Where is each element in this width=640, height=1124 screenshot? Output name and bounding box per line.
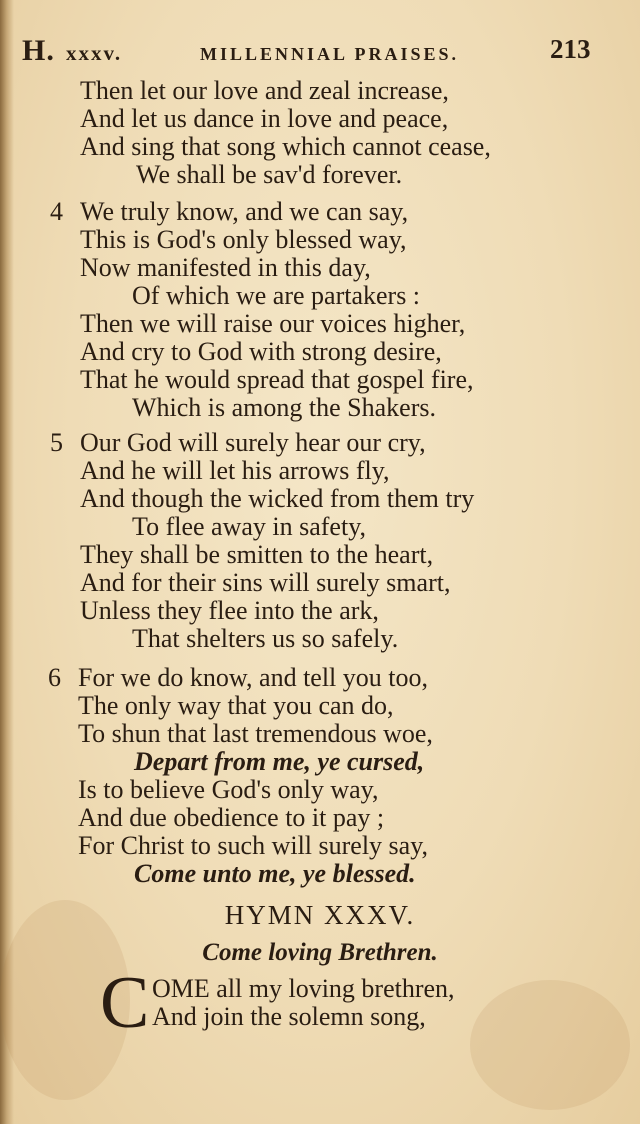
hymn-title: HYMN XXXV. — [224, 900, 416, 930]
stanza-number: 5 — [50, 428, 63, 457]
page-number: 213 — [550, 34, 591, 64]
verse-line: Unless they flee into the ark, — [80, 596, 379, 625]
hymn-subtitle: Come loving Brethren. — [202, 939, 438, 966]
verse-line: And sing that song which cannot cease, — [80, 132, 491, 161]
verse-line: Then we will raise our voices higher, — [80, 309, 466, 338]
verse-line: We truly know, and we can say, — [80, 197, 409, 226]
verse-line: To shun that last tremendous woe, — [78, 719, 433, 748]
paper-stain — [470, 980, 630, 1110]
verse-line: Of which we are partakers : — [132, 281, 421, 310]
verse-line: The only way that you can do, — [78, 691, 394, 720]
verse-line: Which is among the Shakers. — [132, 393, 436, 422]
verse-line: And he will let his arrows fly, — [80, 456, 390, 485]
verse-line-italic: Depart from me, ye cursed, — [134, 747, 425, 776]
verse-line: For Christ to such will surely say, — [78, 831, 429, 860]
verse-line: To flee away in safety, — [132, 512, 366, 541]
verse-line: Now manifested in this day, — [80, 253, 371, 282]
running-book-title: MILLENNIAL PRAISES. — [200, 44, 460, 64]
verse-line: That shelters us so safely. — [132, 624, 399, 653]
verse-line: And let us dance in love and peace, — [80, 104, 449, 133]
verse-line: And though the wicked from them try — [80, 484, 475, 513]
verse-line: And join the solemn song, — [152, 1002, 426, 1031]
verse-line-italic: Come unto me, ye blessed. — [134, 859, 416, 888]
verse-line: For we do know, and tell you too, — [78, 663, 428, 692]
drop-cap-letter: C — [100, 962, 150, 1044]
running-hymn-number: xxxv. — [66, 41, 123, 65]
stanza-number: 6 — [48, 663, 61, 692]
verse-line: And cry to God with strong desire, — [80, 337, 442, 366]
page-header — [22, 34, 602, 68]
stanza-number: 4 — [50, 197, 63, 226]
verse-line: This is God's only blessed way, — [80, 225, 407, 254]
verse-line: Our God will surely hear our cry, — [80, 428, 426, 457]
verse-line: That he would spread that gospel fire, — [80, 365, 474, 394]
verse-line: We shall be sav'd forever. — [136, 160, 403, 189]
verse-line: Then let our love and zeal increase, — [80, 76, 449, 105]
verse-line: And for their sins will surely smart, — [80, 568, 451, 597]
section-mark: H. — [22, 34, 55, 67]
verse-line: They shall be smitten to the heart, — [80, 540, 434, 569]
verse-line: OME all my loving brethren, — [152, 974, 455, 1003]
verse-line: And due obedience to it pay ; — [78, 803, 385, 832]
verse-line: Is to believe God's only way, — [78, 775, 379, 804]
